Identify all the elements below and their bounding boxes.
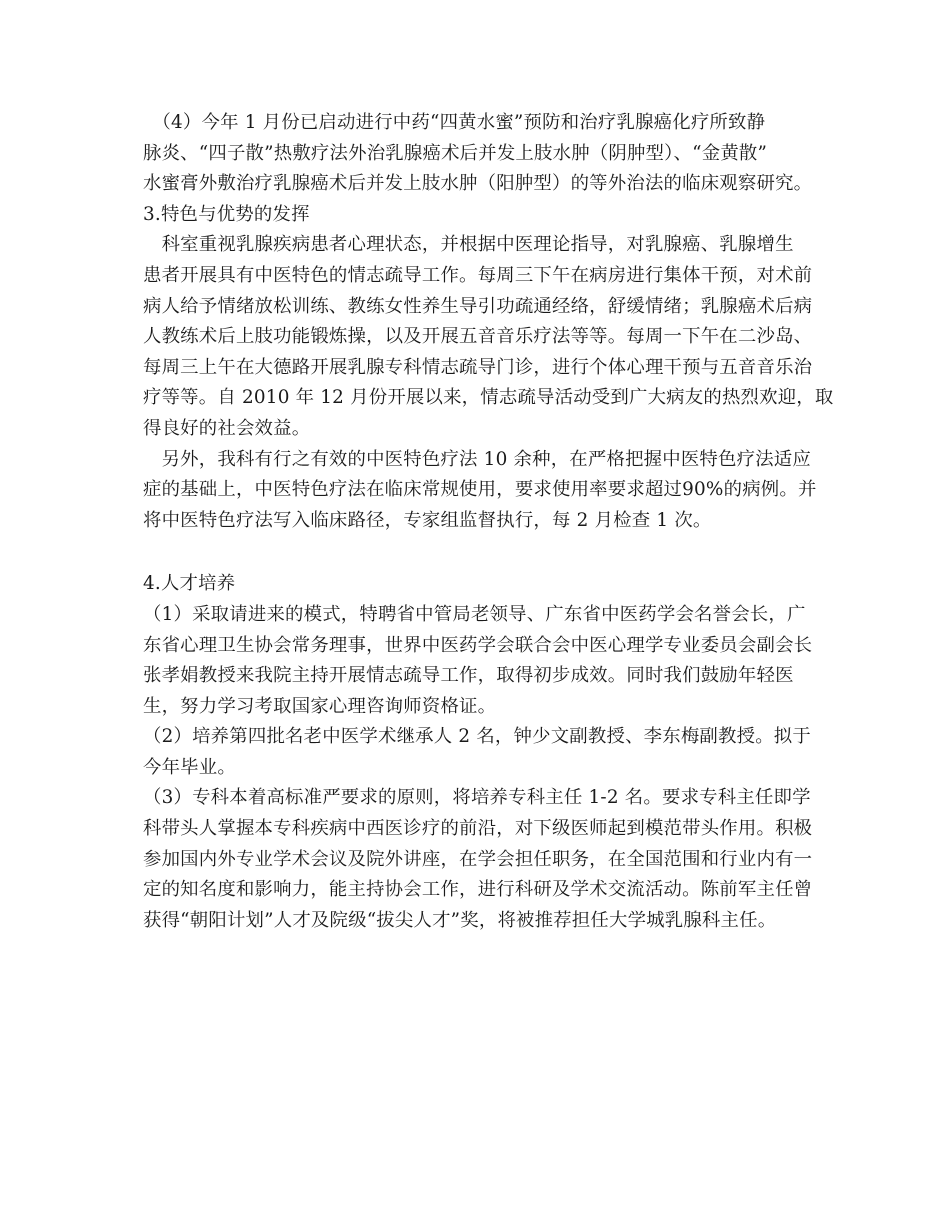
text-line: 定的知名度和影响力，能主持协会工作，进行科研及学术交流活动。陈前军主任曾 (143, 879, 813, 901)
text-line: 科室重视乳腺疾病患者心理状态，并根据中医理论指导，对乳腺癌、乳腺增生 (143, 234, 794, 256)
text-line: 患者开展具有中医特色的情志疏导工作。每周三下午在病房进行集体干预，对术前 (143, 264, 813, 286)
blank-line (143, 536, 808, 569)
section-heading: 4.人才培养 (143, 573, 236, 595)
text-line: 张孝娟教授来我院主持开展情志疏导工作，取得初步成效。同时我们鼓励年轻医 (143, 665, 794, 687)
text-line: （2）培养第四批名老中医学术继承人 2 名，钟少文副教授、李东梅副教授。拟于 (143, 726, 811, 748)
text-line: 东省心理卫生协会常务理事，世界中医药学会联合会中医心理学专业委员会副会长 (143, 634, 813, 656)
text-line: 疗等等。自 2010 年 12 月份开展以来，情志疏导活动受到广大病友的热烈欢迎，取 (143, 387, 834, 409)
text-line: 参加国内外专业学术会议及院外讲座，在学会担任职务，在全国范围和行业内有一 (143, 848, 813, 870)
text-line: 每周三上午在大德路开展乳腺专科情志疏导门诊，进行个体心理干预与五音音乐治 (143, 356, 813, 378)
text-line: （4）今年 1 月份已启动进行中药“四黄水蜜”预防和治疗乳腺癌化疗所致静 (143, 112, 766, 133)
text-line: 将中医特色疗法写入临床路径，专家组监督执行，每 2 月检查 1 次。 (143, 509, 712, 531)
text-line: 另外，我科有行之有效的中医特色疗法 10 余种，在严格把握中医特色疗法适应 (143, 448, 811, 470)
text-line: 病人给予情绪放松训练、教练女性养生导引功疏通经络，舒缓情绪；乳腺癌术后病 (143, 295, 813, 317)
text-line: 生，努力学习考取国家心理咨询师资格证。 (143, 695, 497, 717)
text-line: 得良好的社会效益。 (143, 417, 311, 439)
text-line: （3）专科本着高标准严要求的原则，将培养专科主任 1-2 名。要求专科主任即学 (143, 787, 811, 809)
text-line: 症的基础上，中医特色疗法在临床常规使用，要求使用率要求超过90%的病例。并 (143, 479, 817, 501)
text-line: 人教练术后上肢功能锻炼操，以及开展五音音乐疗法等等。每周一下午在二沙岛、 (143, 326, 813, 348)
text-line: 科带头人掌握本专科疾病中西医诊疗的前沿，对下级医师起到模范带头作用。积极 (143, 818, 813, 840)
section-heading: 3.特色与优势的发挥 (143, 203, 310, 225)
text-line: （1）采取请进来的模式，特聘省中管局老领导、广东省中医药学会名誉会长，广 (143, 603, 806, 625)
text-line: 今年毕业。 (143, 756, 236, 778)
text-line: 获得“朝阳计划”人才及院级“拔尖人才”奖，将被推荐担任大学城乳腺科主任。 (143, 909, 777, 931)
document-page (143, 108, 834, 936)
text-line: 脉炎、“四子散”热敷疗法外治乳腺癌术后并发上肢水肿（阴肿型）、“金黄散” (143, 142, 768, 164)
text-line: 水蜜膏外敷治疗乳腺癌术后并发上肢水肿（阳肿型）的等外治法的临床观察研究。 (143, 173, 813, 195)
